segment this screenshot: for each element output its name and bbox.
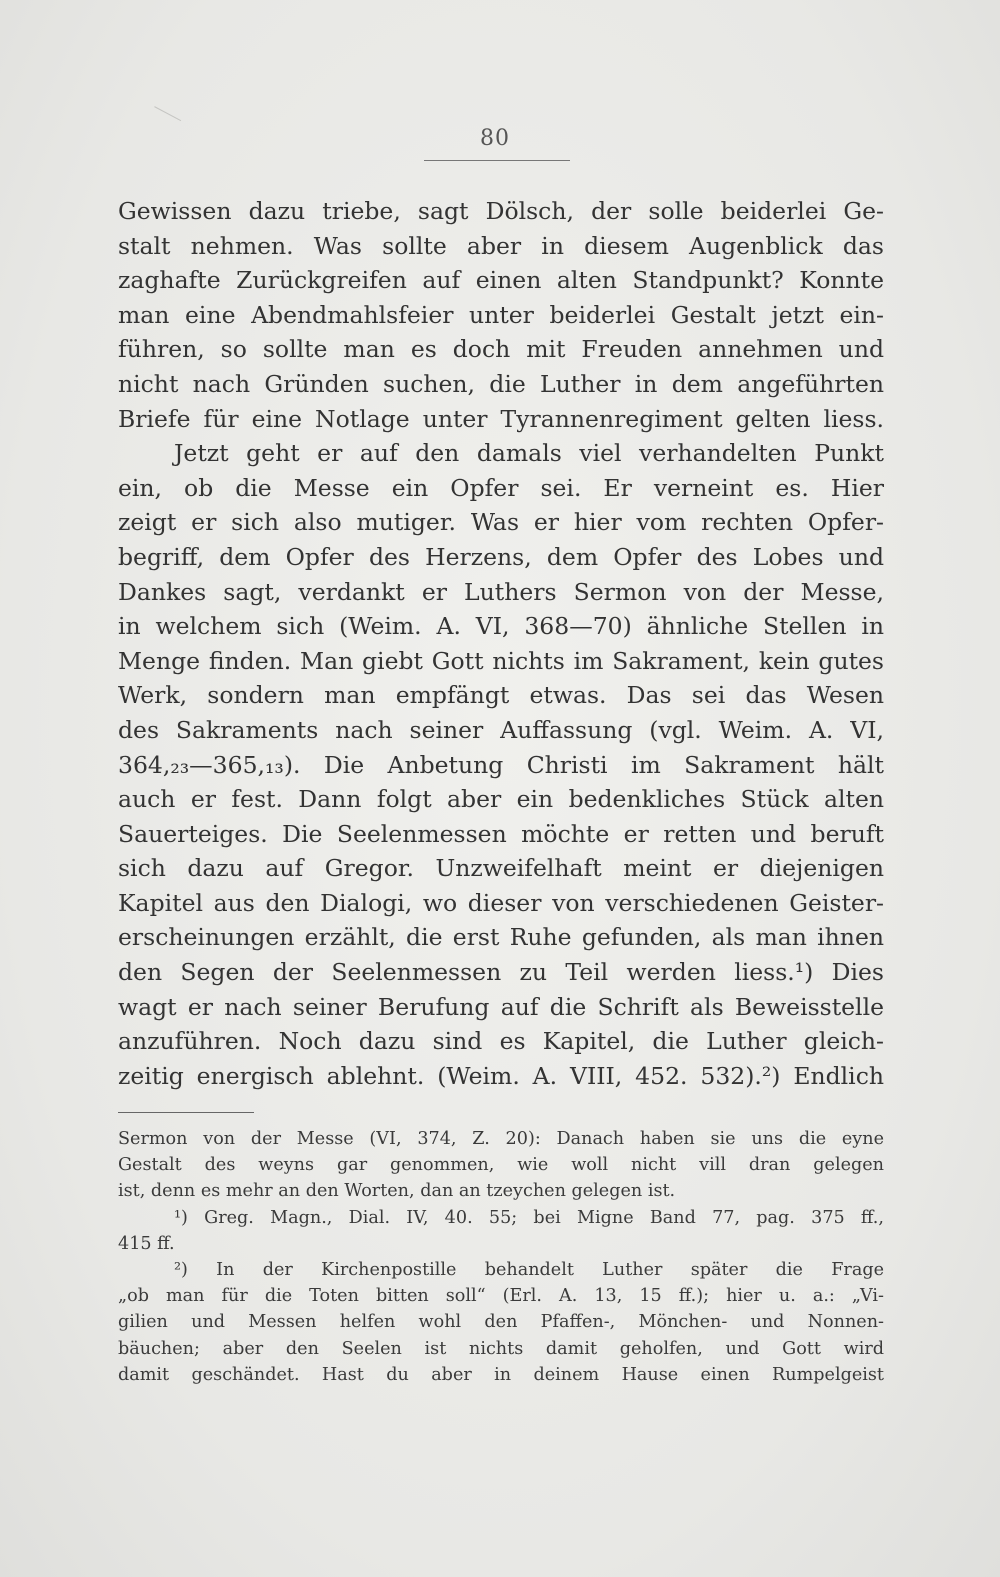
- body-line: Briefe für eine Notlage unter Tyrannenregiment gelten liess.: [118, 404, 884, 433]
- body-line: Dankes sagt, verdankt er Luthers Sermon von der Messe,: [118, 577, 884, 606]
- body-line: man eine Abendmahlsfeier unter beiderlei Gestalt jetzt ein-: [118, 300, 884, 329]
- body-line: zaghafte Zurückgreifen auf einen alten Standpunkt? Konnte: [118, 266, 884, 295]
- body-line: ein, ob die Messe ein Opfer sei. Er verneint es. Hier: [118, 473, 884, 502]
- body-line: anzuführen. Noch dazu sind es Kapitel, die Luther gleich-: [118, 1027, 884, 1056]
- body-line: zeitig energisch ablehnt. (Weim. A. VIII, 452. 532).²) Endlich: [118, 1061, 884, 1090]
- footnote-line: Sermon von der Messe (VI, 374, Z. 20): Danach haben sie uns die eyne: [118, 1129, 884, 1149]
- body-text: [118, 194, 884, 1093]
- body-line: Menge finden. Man giebt Gott nichts im Sakrament, kein gutes: [118, 646, 884, 675]
- print-mark: [145, 106, 181, 139]
- body-line: stalt nehmen. Was sollte aber in diesem Augenblick das: [118, 231, 884, 260]
- footnote-2: ²) In der Kirchenpostille behandelt Luther später die Frage: [174, 1259, 884, 1280]
- body-line: zeigt er sich also mutiger. Was er hier vom rechten Opfer-: [118, 508, 884, 537]
- body-line: Kapitel aus den Dialogi, wo dieser von verschiedenen Geister-: [118, 888, 884, 917]
- footnote-line: damit geschändet. Hast du aber in deinem Hause einen Rumpelgeist: [118, 1364, 884, 1385]
- footnote-line: 415 ff.: [118, 1233, 175, 1254]
- footnote-line: Gestalt des weyns gar genommen, wie woll nicht vill dran gelegen: [118, 1155, 884, 1176]
- body-line: sich dazu auf Gregor. Unzweifelhaft meint er diejenigen: [118, 854, 884, 883]
- body-line: begriff, dem Opfer des Herzens, dem Opfer des Lobes und: [118, 542, 884, 571]
- body-line: führen, so sollte man es doch mit Freuden annehmen und: [118, 335, 884, 364]
- body-line: des Sakraments nach seiner Auffassung (vgl. Weim. A. VI,: [118, 715, 884, 744]
- body-line: in welchem sich (Weim. A. VI, 368—70) ähnliche Stellen in: [118, 612, 884, 641]
- body-line: auch er fest. Dann folgt aber ein bedenkliches Stück alten: [118, 785, 884, 814]
- body-line: den Segen der Seelenmessen zu Teil werden liess.¹) Dies: [118, 958, 884, 987]
- body-line: 364,₂₃—365,₁₃). Die Anbetung Christi im Sakrament hält: [118, 750, 884, 779]
- page-number: 80: [480, 126, 510, 151]
- body-line: Sauerteiges. Die Seelenmessen möchte er retten und beruft: [118, 819, 884, 848]
- body-line: erscheinungen erzählt, die erst Ruhe gefunden, als man ihnen: [118, 923, 884, 952]
- body-line: Gewissen dazu triebe, sagt Dölsch, der solle beiderlei Ge-: [118, 197, 884, 225]
- footnote-line: „ob man für die Toten bitten soll“ (Erl. A. 13, 15 ff.); hier u. a.: „Vi-: [118, 1286, 884, 1307]
- footnote-1: ¹) Greg. Magn., Dial. IV, 40. 55; bei Migne Band 77, pag. 375 ff.,: [174, 1207, 884, 1228]
- body-line: nicht nach Gründen suchen, die Luther in dem angeführten: [118, 369, 884, 398]
- header-rule: [424, 160, 570, 161]
- body-line: wagt er nach seiner Berufung auf die Schrift als Beweisstelle: [118, 992, 884, 1021]
- body-line: Jetzt geht er auf den damals viel verhandelten Punkt: [174, 439, 884, 468]
- footnote-line: gilien und Messen helfen wohl den Pfaffen-, Mönchen- und Nonnen-: [118, 1312, 884, 1333]
- footnote-line: ist, denn es mehr an den Worten, dan an tzeychen gelegen ist.: [118, 1181, 676, 1202]
- footnote-line: bäuchen; aber den Seelen ist nichts damit geholfen, und Gott wird: [118, 1338, 884, 1359]
- body-line: Werk, sondern man empfängt etwas. Das sei das Wesen: [118, 681, 884, 710]
- footnote-rule: [118, 1112, 254, 1113]
- footnotes: [118, 1126, 884, 1388]
